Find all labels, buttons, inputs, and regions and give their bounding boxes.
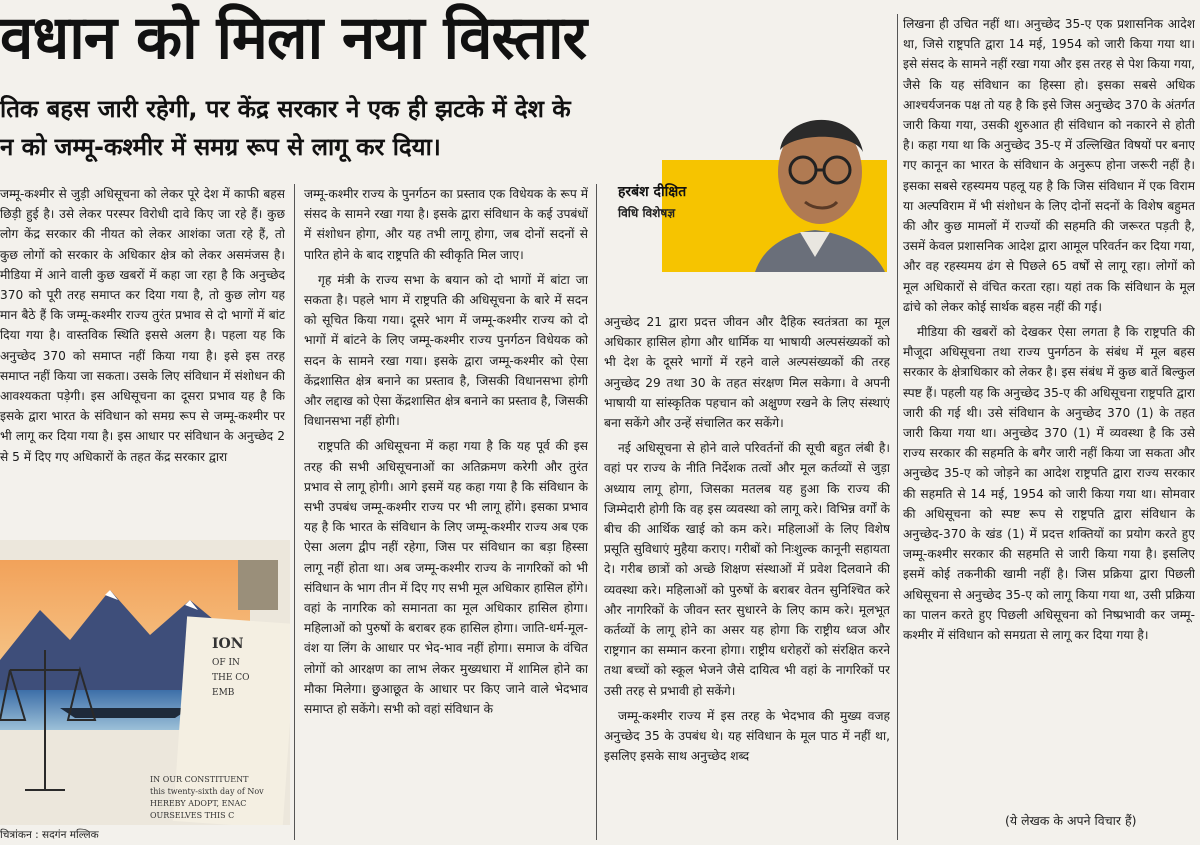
headline: वधान को मिला नया विस्तार	[0, 3, 587, 72]
illustration-graphic	[0, 540, 290, 825]
paper-text: ION	[212, 636, 244, 652]
paragraph: मीडिया की खबरों को देखकर ऐसा लगता है कि राष्ट्रपति की मौजूदा अधिसूचना तथा राज्य पुनर्गठन के संबंध में मूल बहस सरकार के क्षेत्राधिकार को लेकर है। इस संबंध में कुछ बातें बिल्कुल स्पष्ट हैं। पहली यह कि अनुच्छेद 35-ए की अधिसूचना राष्ट्रपति द्वारा जारी की गई थी। उसे संविधान के अनुच्छेद 370 (1) के तहत जारी किया गया था। अनुच्छेद 370 (1) में व्यवस्था है कि उसे राज्य सरकार की सहमति के बगैर जारी नहीं किया जा सकता और अनुच्छेद 35-ए को जोड़ने का आदेश राष्ट्रपति द्वारा राज्य सरकार की सहमति से 14 मई, 1954 को जारी किया गया था। सोमवार की अधिसूचना को स्पष्ट रूप से राष्ट्रपति द्वारा संविधान के अनुच्छेद-370 के खंड (1) में प्रदत्त शक्तियों का प्रयोग करते हुए जम्मू-कश्मीर सरकार की सहमति से जारी किया गया है। इसलिए इसमें कोई तकनीकी खामी नहीं है। जिस प्रक्रिया द्वारा पिछली अधिसूचना से अनुच्छेद 35-ए को लागू किया गया था, उसी प्रक्रिया का पालन करते हुए पिछली अधिसूचना को निष्प्रभावी कर जम्मू-कश्मीर में संविधान को समग्रता से लागू कर दिया गया है।	[903, 325, 1195, 643]
column-rule	[596, 184, 597, 840]
article-illustration	[0, 540, 290, 825]
subheadline-line-2: न को जम्मू-कश्मीर में समग्र रूप से लागू कर दिया।	[0, 133, 441, 161]
emblem-icon	[238, 560, 278, 610]
paragraph: जम्मू-कश्मीर से जुड़ी अधिसूचना को लेकर पूरे देश में काफी बहस छिड़ी हुई है। उसे लेकर परस्पर विरोधी दावे किए जा रहे हैं। कुछ लोग केंद्र सरकार की नीयत को लेकर आशंका जता रहे हैं, तो कुछ लोगों को सरकार के अधिकार क्षेत्र को लेकर असमंजस है। मीडिया में आने वाली कुछ खबरों में कहा जा रहा है कि अनुच्छेद 370 को पूरी तरह समाप्त कर दिया गया है, तो कुछ लोग यह मान बैठे हैं कि जम्मू-कश्मीर राज्य तुरंत प्रभाव से दो भागों में बांट दिया गया है। वास्तविक स्थिति इससे अलग है। पहला यह कि अनुच्छेद 370 को समाप्त नहीं किया गया है। इसे इस तरह समाप्त नहीं किया जा सकता। उसके लिए संविधान में संशोधन की आवश्यकता पड़ेगी। इस अधिसूचना का दूसरा प्रभाव यह है कि इसके द्वारा भारत के संविधान को समग्र रूप से जम्मू-कश्मीर पर भी लागू कर दिया गया है। इस आधार पर संविधान के अनुच्छेद 2 से 5 में दिए गए अधिकारों के तहत केंद्र सरकार द्वारा	[0, 187, 285, 464]
illustration-credit: चित्रांकन : सदगंन मल्लिक	[0, 829, 99, 841]
author-disclaimer: (ये लेखक के अपने विचार हैं)	[1005, 813, 1137, 828]
author-photo	[735, 92, 895, 272]
paragraph: अनुच्छेद 21 द्वारा प्रदत्त जीवन और दैहिक स्वतंत्रता का मूल अधिकार हासिल होगा और धार्मिक या भाषायी अल्पसंख्यकों को भी देश के दूसरे भागों में रहने वाले अल्पसंख्यकों की तरह अनुच्छेद 29 तथा 30 के तहत संरक्षण मिल सकेगा। वे अपनी भाषायी या सांस्कृतिक पहचान को अक्षुण्ण रखने के लिए संस्थाएं बना सकेंगे और उन्हें संचालित कर सकेंगे।	[604, 315, 890, 431]
paragraph: गृह मंत्री के राज्य सभा के बयान को दो भागों में बांटा जा सकता है। पहले भाग में राष्ट्रपति की अधिसूचना के बारे में सदन को सूचित किया गया। दूसरे भाग में जम्मू-कश्मीर राज्य को दो भागों में बांटने के लिए जम्मू-कश्मीर राज्य पुनर्गठन विधेयक को सदन के सामने रखा गया। इसके द्वारा जम्मू-कश्मीर को ऐसा केंद्रशासित क्षेत्र बनाने का प्रस्ताव है, जिसकी विधानसभा होगी और लद्दाख को ऐसा केंद्रशासित क्षेत्र बनाने का प्रस्ताव है, जिसकी विधानसभा नहीं होगी।	[304, 272, 588, 429]
column-rule	[294, 184, 295, 840]
paper-text: OF IN	[212, 658, 240, 668]
paper-text: IN OUR CONSTITUENT	[150, 775, 249, 784]
paragraph: जम्मू-कश्मीर राज्य में इस तरह के भेदभाव की मुख्य वजह अनुच्छेद 35 के उपबंध थे। यह संविधान के मूल पाठ में नहीं था, इसलिए इसके साथ अनुच्छेद शब्द	[604, 708, 890, 764]
column-rule	[897, 14, 898, 840]
paper-text: EMB	[212, 688, 235, 698]
author-name: हरबंश दीक्षित	[618, 184, 687, 200]
paper-text: this twenty-sixth day of Nov	[150, 787, 264, 796]
paragraph: राष्ट्रपति की अधिसूचना में कहा गया है कि यह पूर्व की इस तरह की सभी अधिसूचनाओं का अतिक्रमण करेगी और तुरंत प्रभाव से लागू होगी। आगे इसमें यह कहा गया है कि संविधान के सभी उपबंध जम्मू-कश्मीर राज्य पर भी लागू होंगे। इसका प्रभाव यह है कि भारत के संविधान के लिए जम्मू-कश्मीर राज्य अब एक ऐसा अलग द्वीप नहीं रहेगा, जिस पर संविधान का बड़ा हिस्सा लागू नहीं होता था। अब जम्मू-कश्मीर राज्य के नागरिकों को भी संविधान के भाग तीन में दिए गए सभी मूल अधिकार हासिल होंगे। वहां के नागरिक को समानता का मूल अधिकार हासिल होगा। महिलाओं को पुरुषों के बराबर हक हासिल होगा। जाति-धर्म-मूल-वंश या लिंग के आधार पर भेद-भाव नहीं होगा। समाज के वंचित लोगों को आरक्षण का लाभ लेकर मुख्यधारा में शामिल होने का मौका मिलेगा। छुआछूत के आधार पर किए जाने वाले भेदभाव समाप्त हो सकेंगे। सभी को वहां संविधान के	[304, 439, 588, 717]
article-column-1	[0, 184, 285, 539]
paragraph: नई अधिसूचना से होने वाले परिवर्तनों की सूची बहुत लंबी है। वहां पर राज्य के नीति निर्देशक तत्वों और मूल कर्तव्यों से जुड़ा अध्याय लागू होगा, जिसका मतलब यह हुआ कि राज्य की जिम्मेदारी होगी कि वह इस व्यवस्था को लागू करे। विभिन्न वर्गों के बीच की आर्थिक खाई को कम करे। महिलाओं के लिए विशेष प्रसूति सुविधाएं मुहैया कराए। गरीबों को निःशुल्क कानूनी सहायता दे। गरीब छात्रों को अच्छे शिक्षण संस्थाओं में प्रवेश दिलवाने की व्यवस्था करे। महिलाओं को पुरुषों के बराबर वेतन सुनिश्चित करे और नागरिकों के जीवन स्तर सुधारने के लिए काम करे। मूलभूत कर्तव्यों के लागू होने का असर यह होगा कि राष्ट्रीय ध्वज और राष्ट्रगान का सम्मान करना होगा। राष्ट्रीय धरोहरों को संरक्षित करने तथा बच्चों को स्कूल भेजने जैसे दायित्व भी वहां के नागरिकों पर उसी तरह से प्रभावी हो सकेंगे।	[604, 441, 890, 698]
paragraph: लिखना ही उचित नहीं था। अनुच्छेद 35-ए एक प्रशासनिक आदेश था, जिसे राष्ट्रपति द्वारा 14 मई, 1954 को जारी किया गया था। इसे संसद के सामने नहीं रखा गया और इस तरह से पेश किया गया, जैसे कि यह संविधान का हिस्सा हो। इसका सबसे अधिक आश्चर्यजनक पक्ष तो यह है कि इसे जिस अनुच्छेद 370 के अंतर्गत जारी किया गया, उसकी शुरुआत ही संविधान को नकारने से होती है। कहा गया था कि अनुच्छेद 35-ए में उल्लिखित विषयों पर बनाए गए कानून का भारत के संविधान के अनुरूप होना जरूरी नहीं है। इसका सबसे रहस्यमय पहलू यह है कि जिस संविधान में एक विराम या अल्पविराम में भी संशोधन के लिए दोनों सदनों के विशेष बहुमत की और कुछ मामलों में राज्यों की सहमति की जरूरत पड़ती है, उसमें केवल प्रशासनिक आदेश द्वारा आमूल परिवर्तन कर दिया गया, और वह रहस्यमय ढंग से पिछले 65 वर्षों से लागू रहा। लोगों को मूल अधिकारों से वंचित करता रहा। यहां तक कि संविधान के मूल ढांचे को लेकर कोई सार्थक बहस नहीं की गई।	[903, 17, 1195, 314]
article-column-3	[604, 312, 890, 840]
paper-text: HEREBY ADOPT, ENAC	[150, 799, 247, 808]
paragraph: जम्मू-कश्मीर राज्य के पुनर्गठन का प्रस्ताव एक विधेयक के रूप में संसद के सामने रखा गया है। इसके द्वारा संविधान के कई उपबंधों में संशोधन होगा, और यह तभी लागू होगा, जब दोनों सदनों से पारित होने के बाद राष्ट्रपति की स्वीकृति मिल जाए।	[304, 187, 588, 262]
author-role: विधि विशेषज्ञ	[618, 206, 676, 220]
article-column-4	[903, 14, 1195, 826]
subheadline	[0, 90, 600, 166]
paper-text: OURSELVES THIS C	[150, 811, 235, 820]
subheadline-line-1: तिक बहस जारी रहेगी, पर केंद्र सरकार ने एक ही झटके में देश के	[0, 95, 571, 123]
article-column-2	[304, 184, 588, 840]
paper-text: THE CO	[212, 673, 250, 683]
